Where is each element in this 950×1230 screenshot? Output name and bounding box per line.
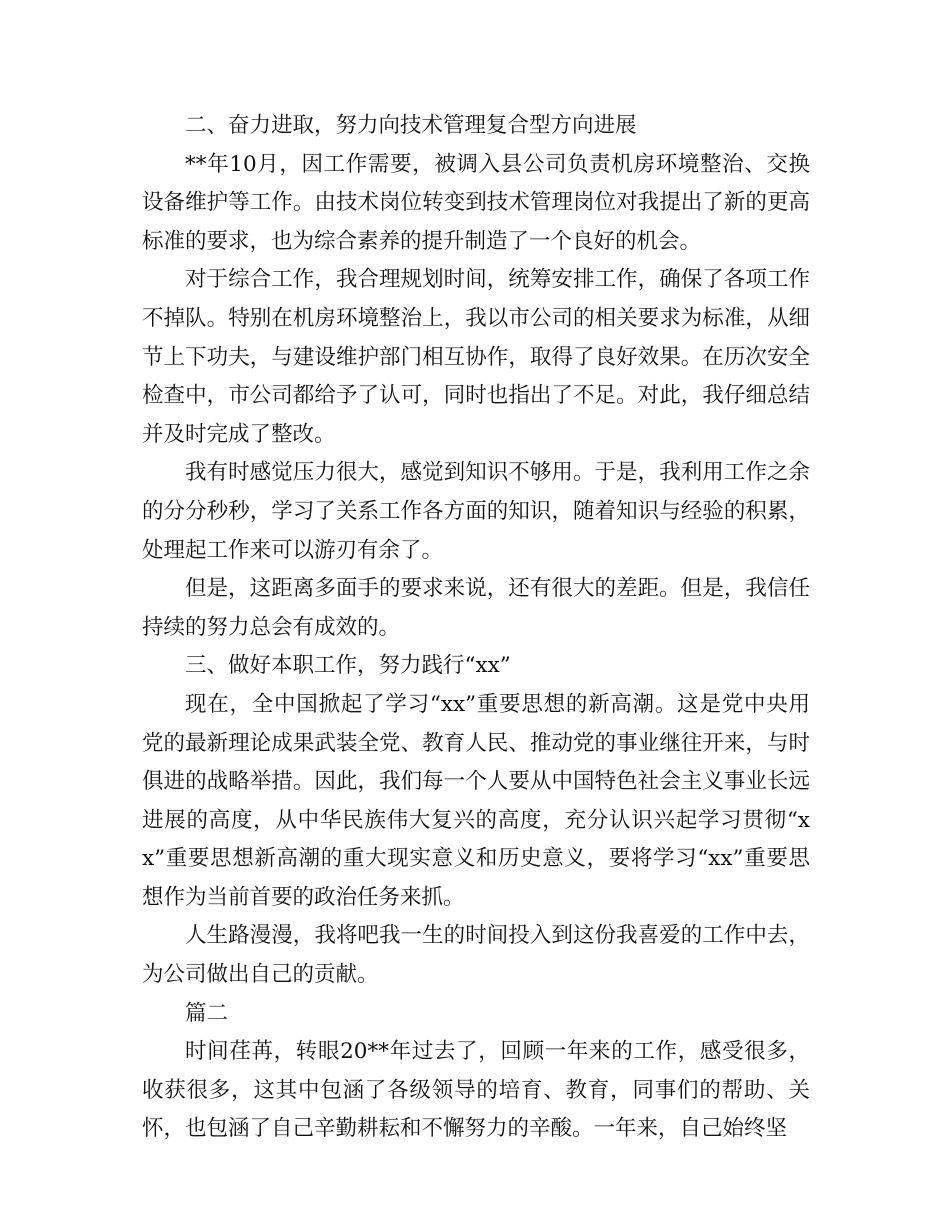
paragraph-transfer: **年10月，因工作需要，被调入县公司负责机房环境整治、交换设备维护等工作。由技术岗位转变到技术管理岗位对我提出了新的更高标准的要求，也为综合素养的提升制造了一个良好的机会。 (142, 151, 810, 254)
paragraph-gap: 但是，这距离多面手的要求来说，还有很大的差距。但是，我信任持续的努力总会有成效的。 (142, 576, 810, 640)
section-heading-three: 三、做好本职工作，努力践行“xx” (185, 653, 511, 679)
section-heading-two: 二、奋力进取，努力向技术管理复合型方向进展 (185, 113, 637, 138)
paragraph-pressure: 我有时感觉压力很大，感觉到知识不够用。于是，我利用工作之余的分分秒秒，学习了关系工作各方面的知识，随着知识与经验的积累，处理起工作来可以游刃有余了。 (142, 460, 810, 563)
paragraph-life: 人生路漫漫，我将吧我一生的时间投入到这份我喜爱的工作中去，为公司做出自己的贡献。 (142, 923, 810, 988)
part-heading-two: 篇二 (185, 1000, 229, 1026)
paragraph-study: 现在，全中国掀起了学习“xx”重要思想的新高潮。这是党中央用党的最新理论成果武装全党、教育人民、推动党的事业继往开来，与时俱进的战略举措。因此，我们每一个人要从中国特色社会主义事业长远进展的高度，从中华民族伟大复兴的高度，充分认识兴起学习贯彻“xx”重要思想新高潮的重大现实意义和历史意义，要将学习“xx”重要思想作为当前首要的政治任务来抓。 (142, 691, 810, 910)
document-body (142, 107, 810, 1149)
paragraph-comprehensive-work: 对于综合工作，我合理规划时间，统筹安排工作，确保了各项工作不掉队。特别在机房环境整治上，我以市公司的相关要求为标准，从细节上下功夫，与建设维护部门相互协作，取得了良好效果。在历次安全检查中，市公司都给予了认可，同时也指出了不足。对此，我仔细总结并及时完成了整改。 (142, 267, 810, 447)
paragraph-year-review: 时间荏苒，转眼20**年过去了，回顾一年来的工作，感受很多，收获很多，这其中包涵了各级领导的培育、教育，同事们的帮助、关怀，也包涵了自己辛勤耕耘和不懈努力的辛酸。一年来，自己始终坚 (142, 1039, 810, 1142)
